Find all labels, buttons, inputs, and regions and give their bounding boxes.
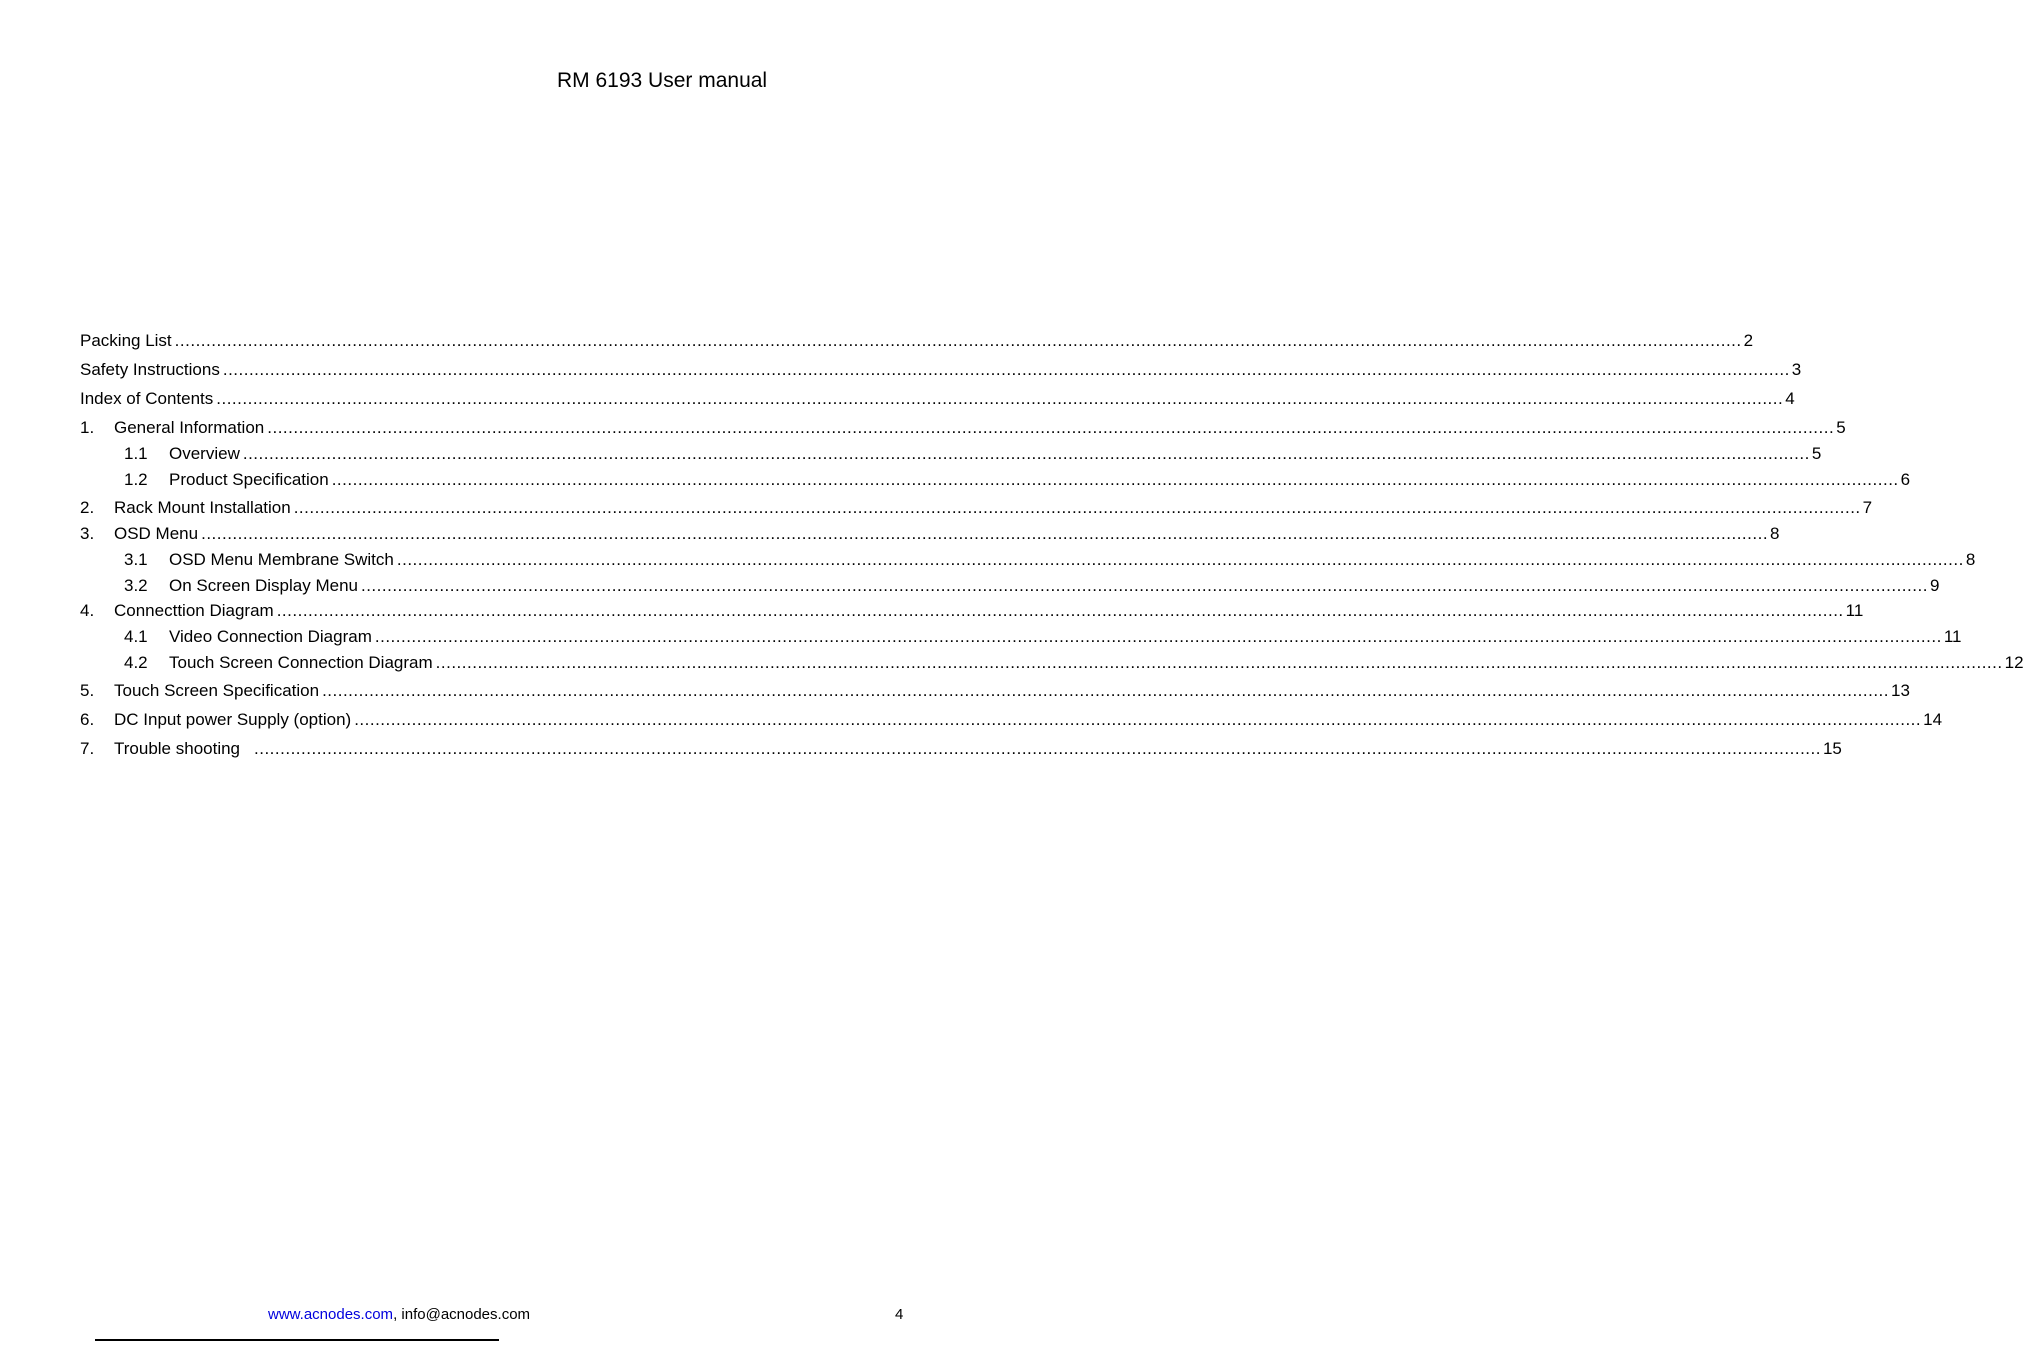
toc-page-number: 15 [1822, 739, 1842, 758]
toc-page-number: 8 [1770, 524, 1780, 543]
toc-leader: ............................................................................................................................................................................................................................................................................................................ [216, 389, 1784, 408]
website-link[interactable]: www.acnodes.com [268, 1306, 394, 1323]
toc-page-number: 6 [1900, 470, 1911, 489]
toc-entry[interactable] [124, 625, 1962, 647]
toc-leader: ............................................................................................................................................................................................................................................................................................................ [222, 360, 1790, 379]
toc-number: 5. [80, 681, 95, 700]
toc-label: Packing List [80, 331, 172, 350]
toc-leader: ............................................................................................................................................................................................................................................................................................................ [174, 331, 1742, 350]
toc-leader: ............................................................................................................................................................................................................................................................................................................ [201, 524, 1769, 543]
toc-entry[interactable] [124, 574, 1940, 596]
toc-entry[interactable] [80, 737, 1842, 759]
toc-page-number: 4 [1785, 389, 1795, 408]
footer-divider [95, 1339, 499, 1341]
toc-page-number: 11 [1845, 601, 1864, 620]
toc-label: Connecttion Diagram [114, 601, 274, 620]
toc-label: OSD Menu Membrane Switch [169, 550, 394, 569]
toc-page-number: 7 [1862, 498, 1873, 517]
toc-label: OSD Menu [114, 524, 199, 543]
toc-number: 1.2 [124, 470, 148, 489]
toc-number: 3. [80, 524, 95, 543]
toc-entry[interactable] [80, 599, 1864, 621]
toc-leader: ............................................................................................................................................................................................................................................................................................................ [360, 576, 1928, 595]
header-title: RM 6193 User manual [557, 69, 768, 92]
toc-entry[interactable] [80, 416, 1846, 438]
toc-leader: ............................................................................................................................................................................................................................................................................................................ [354, 710, 1922, 729]
toc-entry[interactable] [80, 329, 1754, 351]
toc-leader: ............................................................................................................................................................................................................................................................................................................ [267, 418, 1835, 437]
toc-leader: ............................................................................................................................................................................................................................................................................................................ [254, 739, 1821, 758]
toc-label: Product Specification [169, 470, 329, 489]
toc-page-number: 5 [1836, 418, 1846, 437]
toc-label: Overview [169, 444, 240, 463]
toc-page-number: 12 [2004, 653, 2024, 672]
toc-number: 3.1 [124, 550, 148, 569]
toc-page-number: 14 [1923, 710, 1943, 729]
toc-entry[interactable] [124, 651, 2024, 673]
toc-entry[interactable] [80, 522, 1780, 544]
toc-label: General Information [114, 418, 265, 437]
footer-contact [268, 1306, 530, 1324]
toc-page-number: 11 [1943, 627, 1962, 646]
toc-leader: ............................................................................................................................................................................................................................................................................................................ [331, 470, 1899, 489]
toc-page-number: 13 [1891, 681, 1910, 700]
toc-number: 2. [80, 498, 95, 517]
toc-leader: ............................................................................................................................................................................................................................................................................................................ [242, 444, 1810, 463]
toc-number: 1. [80, 418, 95, 437]
toc-leader: ............................................................................................................................................................................................................................................................................................................ [435, 653, 2003, 672]
toc-label: Video Connection Diagram [169, 627, 372, 646]
toc-leader: ............................................................................................................................................................................................................................................................................................................ [293, 498, 1861, 517]
footer-separator: , [393, 1306, 402, 1323]
toc-number: 4.1 [124, 627, 148, 646]
toc-entry[interactable] [124, 468, 1911, 490]
toc-page-number: 5 [1811, 444, 1822, 463]
toc-leader: ............................................................................................................................................................................................................................................................................................................ [396, 550, 1964, 569]
toc-page-number: 9 [1929, 576, 1940, 595]
toc-entry[interactable] [80, 679, 1910, 701]
toc-page-number: 8 [1965, 550, 1976, 569]
toc-label: Rack Mount Installation [114, 498, 291, 517]
toc-number: 6. [80, 710, 95, 729]
toc-entry[interactable] [80, 496, 1873, 518]
toc-leader: ............................................................................................................................................................................................................................................................................................................ [322, 681, 1890, 700]
toc-leader: ............................................................................................................................................................................................................................................................................................................ [276, 601, 1844, 620]
toc-label: On Screen Display Menu [169, 576, 358, 595]
toc-number: 7. [80, 739, 95, 758]
toc-leader: ............................................................................................................................................................................................................................................................................................................ [374, 627, 1942, 646]
toc-number: 4.2 [124, 653, 148, 672]
email-address: info@acnodes.com [401, 1306, 531, 1323]
toc-number: 1.1 [124, 444, 148, 463]
toc-entry[interactable] [80, 708, 1943, 730]
toc-label: DC Input power Supply (option) [114, 710, 352, 729]
toc-entry[interactable] [80, 387, 1795, 409]
toc-entry[interactable] [124, 548, 1976, 570]
page-number: 4 [895, 1306, 904, 1323]
toc-label: Touch Screen Connection Diagram [169, 653, 433, 672]
toc-number: 4. [80, 601, 95, 620]
toc-entry[interactable] [124, 442, 1822, 464]
toc-label: Safety Instructions [80, 360, 220, 379]
toc-page-number: 3 [1791, 360, 1802, 379]
toc-page-number: 2 [1743, 331, 1754, 350]
toc-label: Trouble shooting [114, 739, 241, 758]
toc-number: 3.2 [124, 576, 148, 595]
toc-entry[interactable] [80, 358, 1802, 380]
toc-label: Index of Contents [80, 389, 214, 408]
toc-label: Touch Screen Specification [114, 681, 320, 700]
